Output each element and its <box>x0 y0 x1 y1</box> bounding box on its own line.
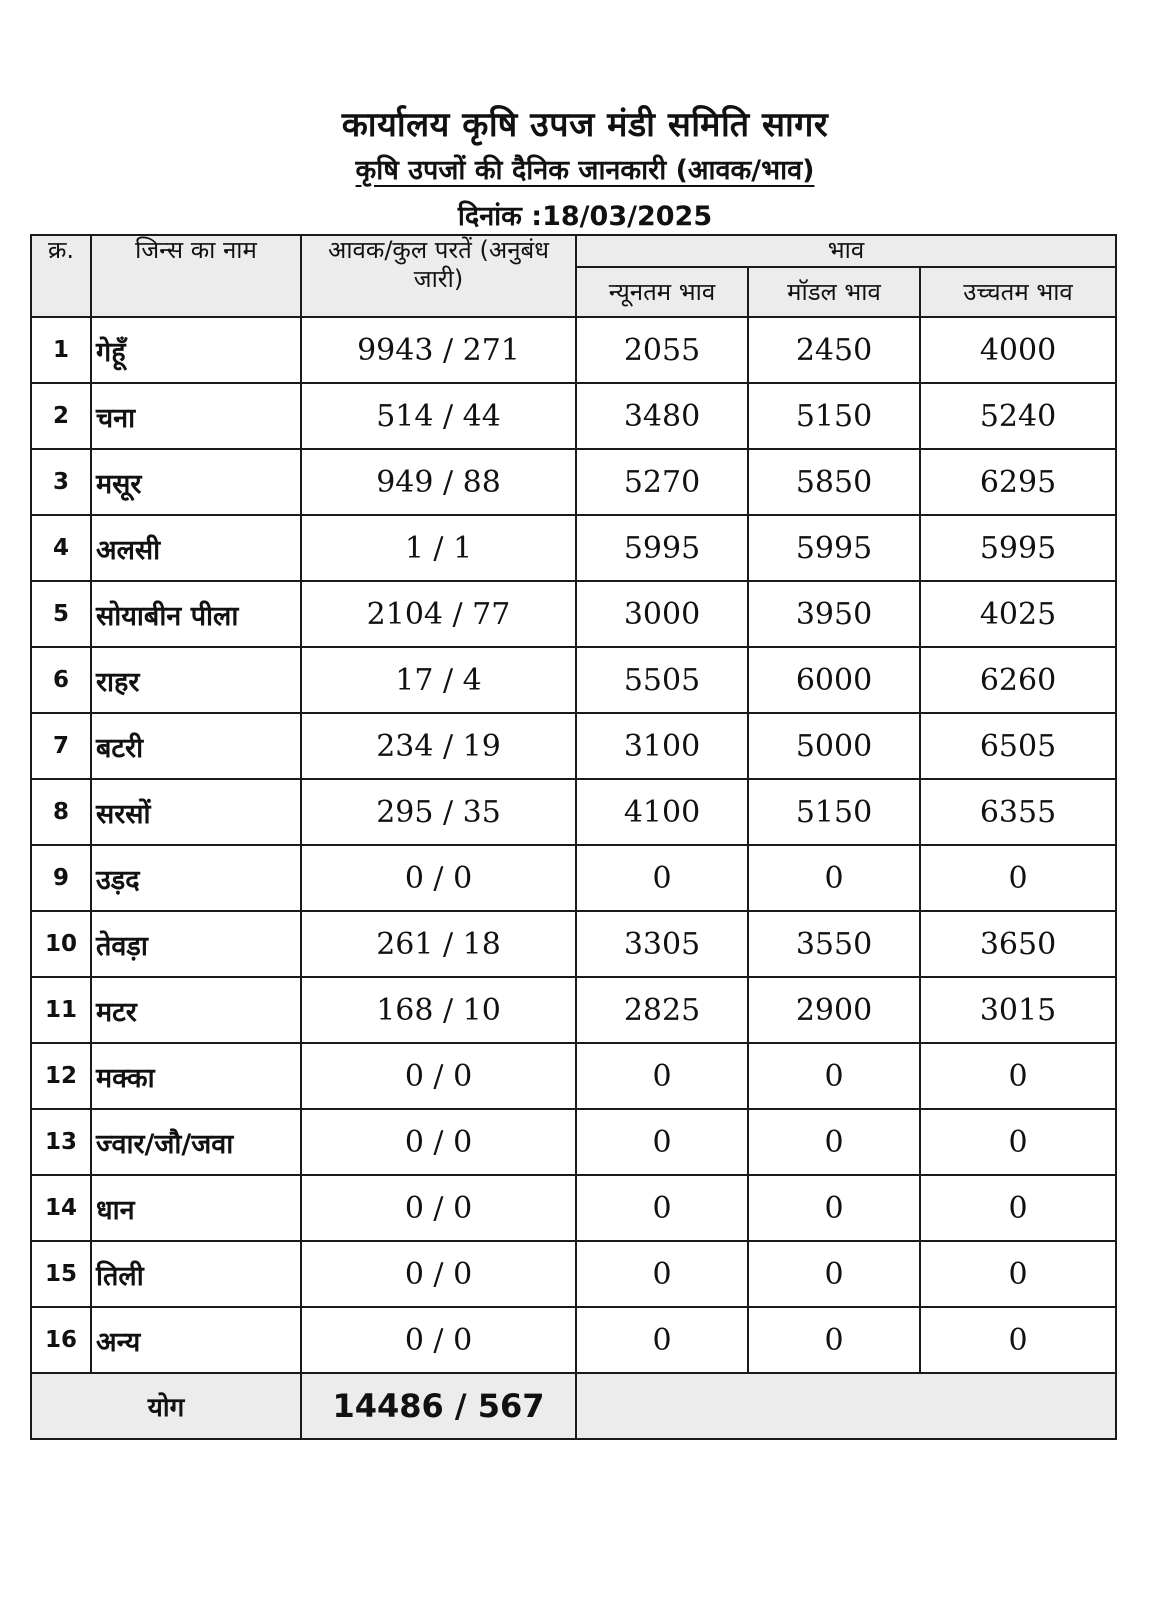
report-subtitle-text: कृषि उपजों की दैनिक जानकारी (आवक/भाव) <box>355 155 815 186</box>
modal-price-cell: 2900 <box>748 977 920 1043</box>
table-row <box>31 383 1116 449</box>
serial-cell: 3 <box>31 449 91 515</box>
table-row <box>31 581 1116 647</box>
total-label: योग <box>31 1373 301 1439</box>
header-serial: क्र. <box>31 235 91 317</box>
arrival-cell: 0 / 0 <box>301 1307 576 1373</box>
serial-cell: 9 <box>31 845 91 911</box>
commodity-name-cell: राहर <box>91 647 301 713</box>
rates-table-container <box>30 234 1115 1440</box>
serial-cell: 8 <box>31 779 91 845</box>
office-title: कार्यालय कृषि उपज मंडी समिति सागर <box>341 105 829 145</box>
modal-price-cell: 5995 <box>748 515 920 581</box>
modal-price-cell: 0 <box>748 1307 920 1373</box>
serial-cell: 6 <box>31 647 91 713</box>
table-row <box>31 1241 1116 1307</box>
table-row <box>31 449 1116 515</box>
arrival-cell: 514 / 44 <box>301 383 576 449</box>
commodity-name-cell: बटरी <box>91 713 301 779</box>
min-price-cell: 4100 <box>576 779 748 845</box>
total-blank <box>576 1373 1116 1439</box>
arrival-cell: 295 / 35 <box>301 779 576 845</box>
min-price-cell: 3000 <box>576 581 748 647</box>
table-row <box>31 911 1116 977</box>
modal-price-cell: 5000 <box>748 713 920 779</box>
commodity-name-cell: उड़द <box>91 845 301 911</box>
table-row <box>31 1175 1116 1241</box>
commodity-name-cell: सरसों <box>91 779 301 845</box>
max-price-cell: 0 <box>920 1109 1116 1175</box>
arrival-cell: 0 / 0 <box>301 1241 576 1307</box>
serial-cell: 15 <box>31 1241 91 1307</box>
arrival-cell: 0 / 0 <box>301 1109 576 1175</box>
max-price-cell: 6505 <box>920 713 1116 779</box>
modal-price-cell: 3950 <box>748 581 920 647</box>
min-price-cell: 2825 <box>576 977 748 1043</box>
rates-table <box>30 234 1117 1440</box>
modal-price-cell: 2450 <box>748 317 920 383</box>
modal-price-cell: 5150 <box>748 383 920 449</box>
max-price-cell: 0 <box>920 1307 1116 1373</box>
commodity-name-cell: गेहूँ <box>91 317 301 383</box>
serial-cell: 10 <box>31 911 91 977</box>
max-price-cell: 6295 <box>920 449 1116 515</box>
min-price-cell: 0 <box>576 1241 748 1307</box>
modal-price-cell: 0 <box>748 1175 920 1241</box>
table-row <box>31 1043 1116 1109</box>
table-row <box>31 1307 1116 1373</box>
serial-cell: 13 <box>31 1109 91 1175</box>
max-price-cell: 3650 <box>920 911 1116 977</box>
min-price-cell: 0 <box>576 1043 748 1109</box>
max-price-cell: 3015 <box>920 977 1116 1043</box>
table-row <box>31 779 1116 845</box>
max-price-cell: 6260 <box>920 647 1116 713</box>
header-max-price: उच्चतम भाव <box>920 267 1116 317</box>
table-row <box>31 1109 1116 1175</box>
modal-price-cell: 6000 <box>748 647 920 713</box>
commodity-name-cell: मक्का <box>91 1043 301 1109</box>
min-price-cell: 0 <box>576 1175 748 1241</box>
modal-price-cell: 0 <box>748 1043 920 1109</box>
serial-cell: 2 <box>31 383 91 449</box>
serial-cell: 1 <box>31 317 91 383</box>
max-price-cell: 5240 <box>920 383 1116 449</box>
header-price-group: भाव <box>576 235 1116 267</box>
arrival-cell: 234 / 19 <box>301 713 576 779</box>
min-price-cell: 0 <box>576 845 748 911</box>
arrival-cell: 0 / 0 <box>301 1175 576 1241</box>
table-row <box>31 713 1116 779</box>
min-price-cell: 0 <box>576 1307 748 1373</box>
total-row <box>31 1373 1116 1439</box>
serial-cell: 11 <box>31 977 91 1043</box>
max-price-cell: 4025 <box>920 581 1116 647</box>
table-row <box>31 647 1116 713</box>
arrival-cell: 949 / 88 <box>301 449 576 515</box>
modal-price-cell: 5850 <box>748 449 920 515</box>
min-price-cell: 0 <box>576 1109 748 1175</box>
header-arrival: आवक/कुल परतें (अनुबंध जारी) <box>301 235 576 317</box>
modal-price-cell: 3550 <box>748 911 920 977</box>
arrival-cell: 0 / 0 <box>301 845 576 911</box>
header-modal-price: मॉडल भाव <box>748 267 920 317</box>
arrival-cell: 0 / 0 <box>301 1043 576 1109</box>
commodity-name-cell: मसूर <box>91 449 301 515</box>
serial-cell: 14 <box>31 1175 91 1241</box>
min-price-cell: 3305 <box>576 911 748 977</box>
table-body <box>31 317 1116 1373</box>
max-price-cell: 0 <box>920 1043 1116 1109</box>
min-price-cell: 5270 <box>576 449 748 515</box>
commodity-name-cell: धान <box>91 1175 301 1241</box>
arrival-cell: 9943 / 271 <box>301 317 576 383</box>
min-price-cell: 5505 <box>576 647 748 713</box>
max-price-cell: 0 <box>920 1241 1116 1307</box>
arrival-cell: 2104 / 77 <box>301 581 576 647</box>
arrival-cell: 1 / 1 <box>301 515 576 581</box>
commodity-name-cell: सोयाबीन पीला <box>91 581 301 647</box>
modal-price-cell: 5150 <box>748 779 920 845</box>
modal-price-cell: 0 <box>748 1241 920 1307</box>
serial-cell: 5 <box>31 581 91 647</box>
table-row <box>31 515 1116 581</box>
commodity-name-cell: ज्वार/जौ/जवा <box>91 1109 301 1175</box>
commodity-name-cell: अलसी <box>91 515 301 581</box>
min-price-cell: 3480 <box>576 383 748 449</box>
commodity-name-cell: तेवड़ा <box>91 911 301 977</box>
table-row <box>31 977 1116 1043</box>
total-arrival: 14486 / 567 <box>301 1373 576 1439</box>
min-price-cell: 3100 <box>576 713 748 779</box>
max-price-cell: 0 <box>920 1175 1116 1241</box>
commodity-name-cell: अन्य <box>91 1307 301 1373</box>
header-min-price: न्यूनतम भाव <box>576 267 748 317</box>
report-subtitle <box>0 150 1170 187</box>
table-row <box>31 845 1116 911</box>
commodity-name-cell: मटर <box>91 977 301 1043</box>
arrival-cell: 261 / 18 <box>301 911 576 977</box>
report-date: दिनांक :18/03/2025 <box>457 201 713 232</box>
commodity-name-cell: तिली <box>91 1241 301 1307</box>
serial-cell: 7 <box>31 713 91 779</box>
serial-cell: 16 <box>31 1307 91 1373</box>
table-row <box>31 317 1116 383</box>
max-price-cell: 4000 <box>920 317 1116 383</box>
serial-cell: 12 <box>31 1043 91 1109</box>
arrival-cell: 17 / 4 <box>301 647 576 713</box>
header-commodity: जिन्स का नाम <box>91 235 301 317</box>
max-price-cell: 6355 <box>920 779 1116 845</box>
min-price-cell: 2055 <box>576 317 748 383</box>
modal-price-cell: 0 <box>748 845 920 911</box>
arrival-cell: 168 / 10 <box>301 977 576 1043</box>
modal-price-cell: 0 <box>748 1109 920 1175</box>
commodity-name-cell: चना <box>91 383 301 449</box>
serial-cell: 4 <box>31 515 91 581</box>
min-price-cell: 5995 <box>576 515 748 581</box>
max-price-cell: 5995 <box>920 515 1116 581</box>
max-price-cell: 0 <box>920 845 1116 911</box>
